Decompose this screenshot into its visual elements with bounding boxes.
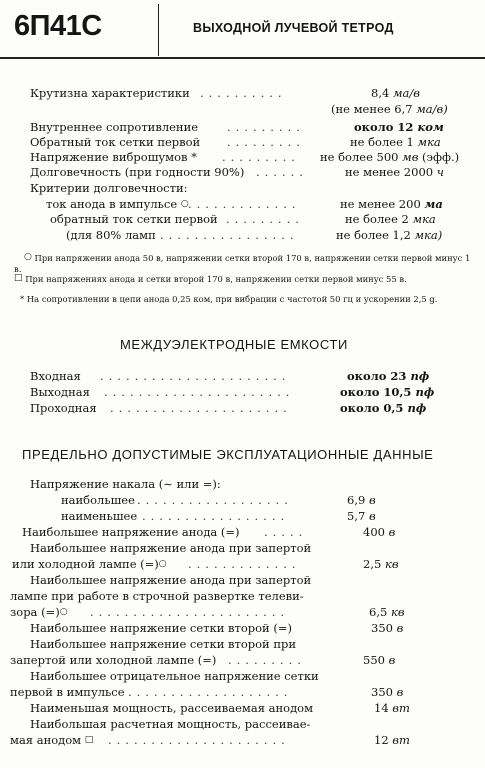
capacitance-row bbox=[0, 401, 485, 416]
limit-row bbox=[0, 477, 485, 492]
leader-dots: ............. bbox=[188, 197, 301, 211]
limit-row bbox=[0, 573, 485, 588]
capacitance-label: Выходная bbox=[30, 385, 90, 399]
section-title-capacitance: МЕЖДУЭЛЕКТРОДНЫЕ ЕМКОСТИ bbox=[120, 337, 348, 352]
leader-dots: ................. bbox=[142, 509, 290, 523]
limit-row bbox=[0, 621, 485, 636]
param-label: Внутреннее сопротивление bbox=[30, 120, 199, 134]
capacitance-row bbox=[0, 385, 485, 400]
limit-row bbox=[0, 605, 485, 620]
limit-label: Наибольшее напряжение анода при запертой bbox=[30, 541, 312, 555]
limit-row bbox=[0, 509, 485, 524]
param-row bbox=[0, 120, 485, 135]
leader-dots: ............. bbox=[188, 557, 301, 571]
limit-label: Наименьшая мощность, рассеиваемая анодом bbox=[30, 701, 314, 715]
limit-row bbox=[0, 733, 485, 748]
limit-label: наибольшее bbox=[61, 493, 135, 507]
limit-row bbox=[0, 669, 485, 684]
param-label: Обратный ток сетки первой bbox=[30, 135, 201, 149]
param-row bbox=[0, 150, 485, 165]
circle-marker-icon: ○ bbox=[59, 607, 68, 617]
footnote: □ При напряжениях анода и сетки второй 170 в, напряжении сетки первой минус 55 в. bbox=[14, 273, 407, 284]
param-value: не более 1 мка bbox=[350, 135, 441, 149]
footnote: * На сопротивлении в цепи анода 0,25 ком, при вибрации с частотой 50 гц и ускорении 2,5 g. bbox=[20, 294, 438, 304]
limit-label: или холодной лампе (=)○ bbox=[12, 557, 167, 571]
param-label: Напряжение виброшумов * bbox=[30, 150, 197, 164]
limit-label: наименьшее bbox=[61, 509, 138, 523]
limit-label: Наибольшее напряжение сетки второй (=) bbox=[30, 621, 292, 635]
param-row bbox=[0, 135, 485, 150]
section-title-limits: ПРЕДЕЛЬНО ДОПУСТИМЫЕ ЭКСПЛУАТАЦИОННЫЕ ДАННЫЕ bbox=[22, 447, 434, 462]
limit-row bbox=[0, 557, 485, 572]
limit-row bbox=[0, 493, 485, 508]
limit-value: 12 вт bbox=[374, 733, 410, 747]
leader-dots: ................ bbox=[160, 228, 299, 242]
param-row bbox=[0, 197, 485, 212]
circle-marker-icon: ○ bbox=[158, 559, 167, 569]
leader-dots: ..................... bbox=[108, 733, 290, 747]
param-label: обратный ток сетки первой bbox=[50, 212, 218, 226]
limit-row bbox=[0, 701, 485, 716]
leader-dots: ...... bbox=[256, 165, 308, 179]
limit-value: 350 в bbox=[371, 685, 404, 699]
capacitance-value: около 10,5 пф bbox=[340, 385, 435, 399]
limit-value: 400 в bbox=[363, 525, 396, 539]
param-value: около 12 ком bbox=[354, 120, 444, 134]
leader-dots: ....................... bbox=[90, 605, 290, 619]
param-value: не более 2 мка bbox=[345, 212, 436, 226]
param-label: Крутизна характеристики bbox=[30, 86, 190, 100]
header-divider bbox=[158, 4, 159, 56]
limit-label: мая анодом □ bbox=[10, 733, 94, 747]
leader-dots: ......... bbox=[222, 150, 300, 164]
param-row bbox=[0, 212, 485, 227]
limit-row bbox=[0, 717, 485, 732]
tube-code: 6П41С bbox=[14, 10, 102, 42]
capacitance-value: около 0,5 пф bbox=[340, 401, 427, 415]
capacitance-label: Входная bbox=[30, 369, 81, 383]
limit-row bbox=[0, 637, 485, 652]
limit-value: 14 вт bbox=[374, 701, 410, 715]
capacitance-row bbox=[0, 369, 485, 384]
page-header bbox=[0, 0, 485, 62]
square-marker-icon: □ bbox=[14, 273, 23, 283]
param-label: (для 80% ламп bbox=[66, 228, 156, 242]
limit-label: зора (=)○ bbox=[10, 605, 68, 619]
leader-dots: ......... bbox=[226, 212, 304, 226]
limit-row bbox=[0, 589, 485, 604]
param-row bbox=[0, 102, 485, 117]
param-value: не более 1,2 мка) bbox=[336, 228, 443, 242]
square-marker-icon: □ bbox=[84, 735, 94, 745]
param-row bbox=[0, 228, 485, 243]
limit-label: Наибольшее напряжение анода (=) bbox=[22, 525, 240, 539]
limit-row bbox=[0, 525, 485, 540]
leader-dots: ......... bbox=[228, 653, 306, 667]
leader-dots: .......... bbox=[200, 86, 287, 100]
circle-marker-icon: ○ bbox=[24, 252, 32, 262]
param-value: (не менее 6,7 ма/в) bbox=[331, 102, 448, 116]
limit-value: 5,7 в bbox=[347, 509, 376, 523]
limit-label: Наибольшее напряжение сетки второй при bbox=[30, 637, 297, 651]
capacitance-value: около 23 пф bbox=[347, 369, 430, 383]
param-row bbox=[0, 165, 485, 180]
tube-type: ВЫХОДНОЙ ЛУЧЕВОЙ ТЕТРОД bbox=[193, 21, 394, 35]
limit-value: 2,5 кв bbox=[363, 557, 399, 571]
limit-row bbox=[0, 653, 485, 668]
limit-row bbox=[0, 685, 485, 700]
limit-label: Наибольшее отрицательное напряжение сетки bbox=[30, 669, 319, 683]
limit-label: лампе при работе в строчной развертке телеви- bbox=[10, 589, 304, 603]
param-value: 8,4 ма/в bbox=[371, 86, 420, 100]
footnote: ○ При напряжении анода 50 в, напряжении сетки второй 170 в, напряжении сетки первой минус 1 в. bbox=[14, 252, 471, 274]
limit-row bbox=[0, 541, 485, 556]
leader-dots: ................... bbox=[128, 685, 293, 699]
limit-value: 550 в bbox=[363, 653, 396, 667]
param-row bbox=[0, 86, 485, 101]
limit-label: Напряжение накала (∼ или =): bbox=[30, 477, 221, 491]
leader-dots: ..... bbox=[264, 525, 308, 539]
limit-value: 350 в bbox=[371, 621, 404, 635]
param-row bbox=[0, 181, 485, 196]
limit-label: Наибольшая расчетная мощность, рассеивае- bbox=[30, 717, 311, 731]
capacitance-label: Проходная bbox=[30, 401, 97, 415]
leader-dots: .................. bbox=[137, 493, 293, 507]
limit-label: первой в импульсе bbox=[10, 685, 125, 699]
circle-marker-icon: ○ bbox=[180, 199, 189, 209]
asterisk-marker-icon: * bbox=[20, 294, 25, 304]
param-value: не менее 2000 ч bbox=[345, 165, 444, 179]
limit-label: запертой или холодной лампе (=) bbox=[10, 653, 217, 667]
param-label: ток анода в импульсе ○ bbox=[46, 197, 189, 211]
limit-label: Наибольшее напряжение анода при запертой bbox=[30, 573, 312, 587]
param-value: не более 500 мв (эфф.) bbox=[320, 150, 460, 164]
leader-dots: ..................... bbox=[110, 401, 292, 415]
param-label: Долговечность (при годности 90%) bbox=[30, 165, 245, 179]
param-value: не менее 200 ма bbox=[340, 197, 443, 211]
param-label: Критерии долговечности: bbox=[30, 181, 188, 195]
leader-dots: ......... bbox=[227, 120, 305, 134]
header-rule bbox=[0, 57, 485, 59]
limit-value: 6,5 кв bbox=[369, 605, 405, 619]
leader-dots: ...................... bbox=[104, 385, 295, 399]
limit-value: 6,9 в bbox=[347, 493, 376, 507]
leader-dots: ...................... bbox=[100, 369, 291, 383]
leader-dots: ......... bbox=[227, 135, 305, 149]
